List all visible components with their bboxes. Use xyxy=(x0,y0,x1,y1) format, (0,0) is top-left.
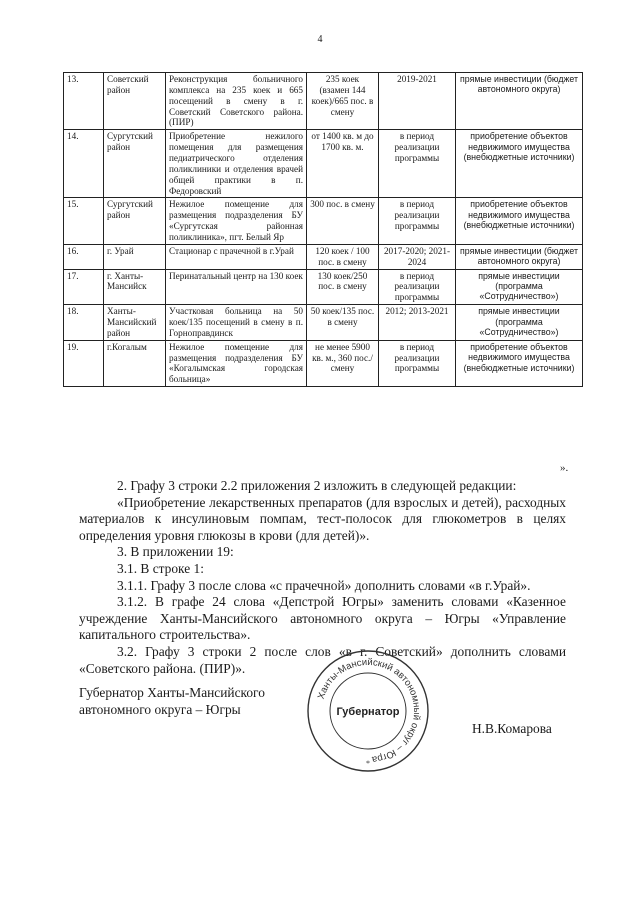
table-row xyxy=(64,244,583,269)
signatory-name: Н.В.Комарова xyxy=(472,721,552,736)
row-number: 13. xyxy=(64,73,104,130)
seal-star: * xyxy=(366,759,370,768)
signatory-title: Губернатор Ханты-Мансийского автономного округа – Югры xyxy=(79,685,265,717)
table-row xyxy=(64,130,583,198)
funding-cell: прямые инвестиции (бюджет автономного округа) xyxy=(456,244,583,269)
table-row xyxy=(64,198,583,244)
official-seal xyxy=(305,648,431,774)
table-row xyxy=(64,269,583,305)
district-cell: г. Урай xyxy=(104,244,166,269)
funding-cell: прямые инвестиции (бюджет автономного округа) xyxy=(456,73,583,130)
row-number: 14. xyxy=(64,130,104,198)
period-cell: 2019-2021 xyxy=(379,73,456,130)
funding-cell: приобретение объектов недвижимого имущества (внебюджетные источники) xyxy=(456,130,583,198)
capacity-cell: не менее 5900 кв. м., 360 пос./смену xyxy=(307,340,379,386)
description-cell: Перинатальный центр на 130 коек xyxy=(166,269,307,305)
funding-cell: прямые инвестиции (программа «Сотрудничество») xyxy=(456,269,583,305)
description-cell: Приобретение нежилого помещения для размещения педиатрического отделения поликлиники и отделения врачей общей практики в п. Федоровский xyxy=(166,130,307,198)
page-number: 4 xyxy=(317,34,323,45)
paragraph: 2. Графу 3 строки 2.2 приложения 2 изложить в следующей редакции: xyxy=(117,478,517,493)
table-row xyxy=(64,340,583,386)
paragraph: 3. В приложении 19: xyxy=(117,544,234,560)
paragraph: 3.1.2. В графе 24 слова «Депстрой Югры» заменить словами «Казенное учреждение Ханты-Мансийского автономного округа – Югры «Управление капитального строительства». xyxy=(79,594,566,643)
capacity-cell: 120 коек / 100 пос. в смену xyxy=(307,244,379,269)
capacity-cell: 50 коек/135 пос. в смену xyxy=(307,305,379,341)
description-cell: Участковая больница на 50 коек/135 посещений в смену в п. Горноправдинск xyxy=(166,305,307,341)
period-cell: в период реализации программы xyxy=(379,198,456,244)
capacity-cell: 130 коек/250 пос. в смену xyxy=(307,269,379,305)
seal-ring-text: Ханты-Мансийский автономный округ – Югра xyxy=(315,656,423,765)
district-cell: Ханты-Мансийский район xyxy=(104,305,166,341)
paragraph: 3.2. Графу 3 строки 2 после слов «в г. Советский» дополнить словами «Советского района. (ПИР)». xyxy=(79,643,566,676)
closing-quote-mark: ». xyxy=(560,462,569,474)
row-number: 18. xyxy=(64,305,104,341)
capacity-cell: 300 пос. в смену xyxy=(307,198,379,244)
row-number: 19. xyxy=(64,340,104,386)
district-cell: Советский район xyxy=(104,73,166,130)
capacity-cell: 235 коек (взамен 144 коек)/665 пос. в смену xyxy=(307,73,379,130)
funding-cell: прямые инвестиции (программа «Сотрудничество») xyxy=(456,305,583,341)
row-number: 17. xyxy=(64,269,104,305)
description-cell: Стационар с прачечной в г.Урай xyxy=(166,244,307,269)
period-cell: в период реализации программы xyxy=(379,130,456,198)
capacity-cell: от 1400 кв. м до 1700 кв. м. xyxy=(307,130,379,198)
period-cell: 2017-2020; 2021-2024 xyxy=(379,244,456,269)
table-row xyxy=(64,73,583,130)
seal-center-text: Губернатор xyxy=(336,706,400,718)
objects-table xyxy=(63,72,583,387)
description-cell: Реконструкция больничного комплекса на 235 коек и 665 посещений в смену в г. Советский Советского района. (ПИР) xyxy=(166,73,307,130)
row-number: 16. xyxy=(64,244,104,269)
paragraph: 3.1. В строке 1: xyxy=(117,560,204,576)
row-number: 15. xyxy=(64,198,104,244)
paragraph: «Приобретение лекарственных препаратов (для взрослых и детей), расходных материалов к инсулиновым помпам, тест-полосок для глюкометров в целях определения уровня глюкозы в крови (для детей)». xyxy=(79,494,566,543)
period-cell: в период реализации программы xyxy=(379,269,456,305)
description-cell: Нежилое помещение для размещения подразделения БУ «Сургутская районная поликлиника», пгт. Белый Яр xyxy=(166,198,307,244)
district-cell: г.Когалым xyxy=(104,340,166,386)
district-cell: г. Ханты-Мансийск xyxy=(104,269,166,305)
district-cell: Сургутский район xyxy=(104,130,166,198)
period-cell: 2012; 2013-2021 xyxy=(379,305,456,341)
funding-cell: приобретение объектов недвижимого имущества (внебюджетные источники) xyxy=(456,198,583,244)
funding-cell: приобретение объектов недвижимого имущества (внебюджетные источники) xyxy=(456,340,583,386)
paragraph: 3.1.1. Графу 3 после слова «с прачечной» дополнить словами «в г.Урай». xyxy=(117,577,531,593)
table-row xyxy=(64,305,583,341)
period-cell: в период реализации программы xyxy=(379,340,456,386)
description-cell: Нежилое помещение для размещения подразделения БУ «Когалымская городская больница» xyxy=(166,340,307,386)
district-cell: Сургутский район xyxy=(104,198,166,244)
